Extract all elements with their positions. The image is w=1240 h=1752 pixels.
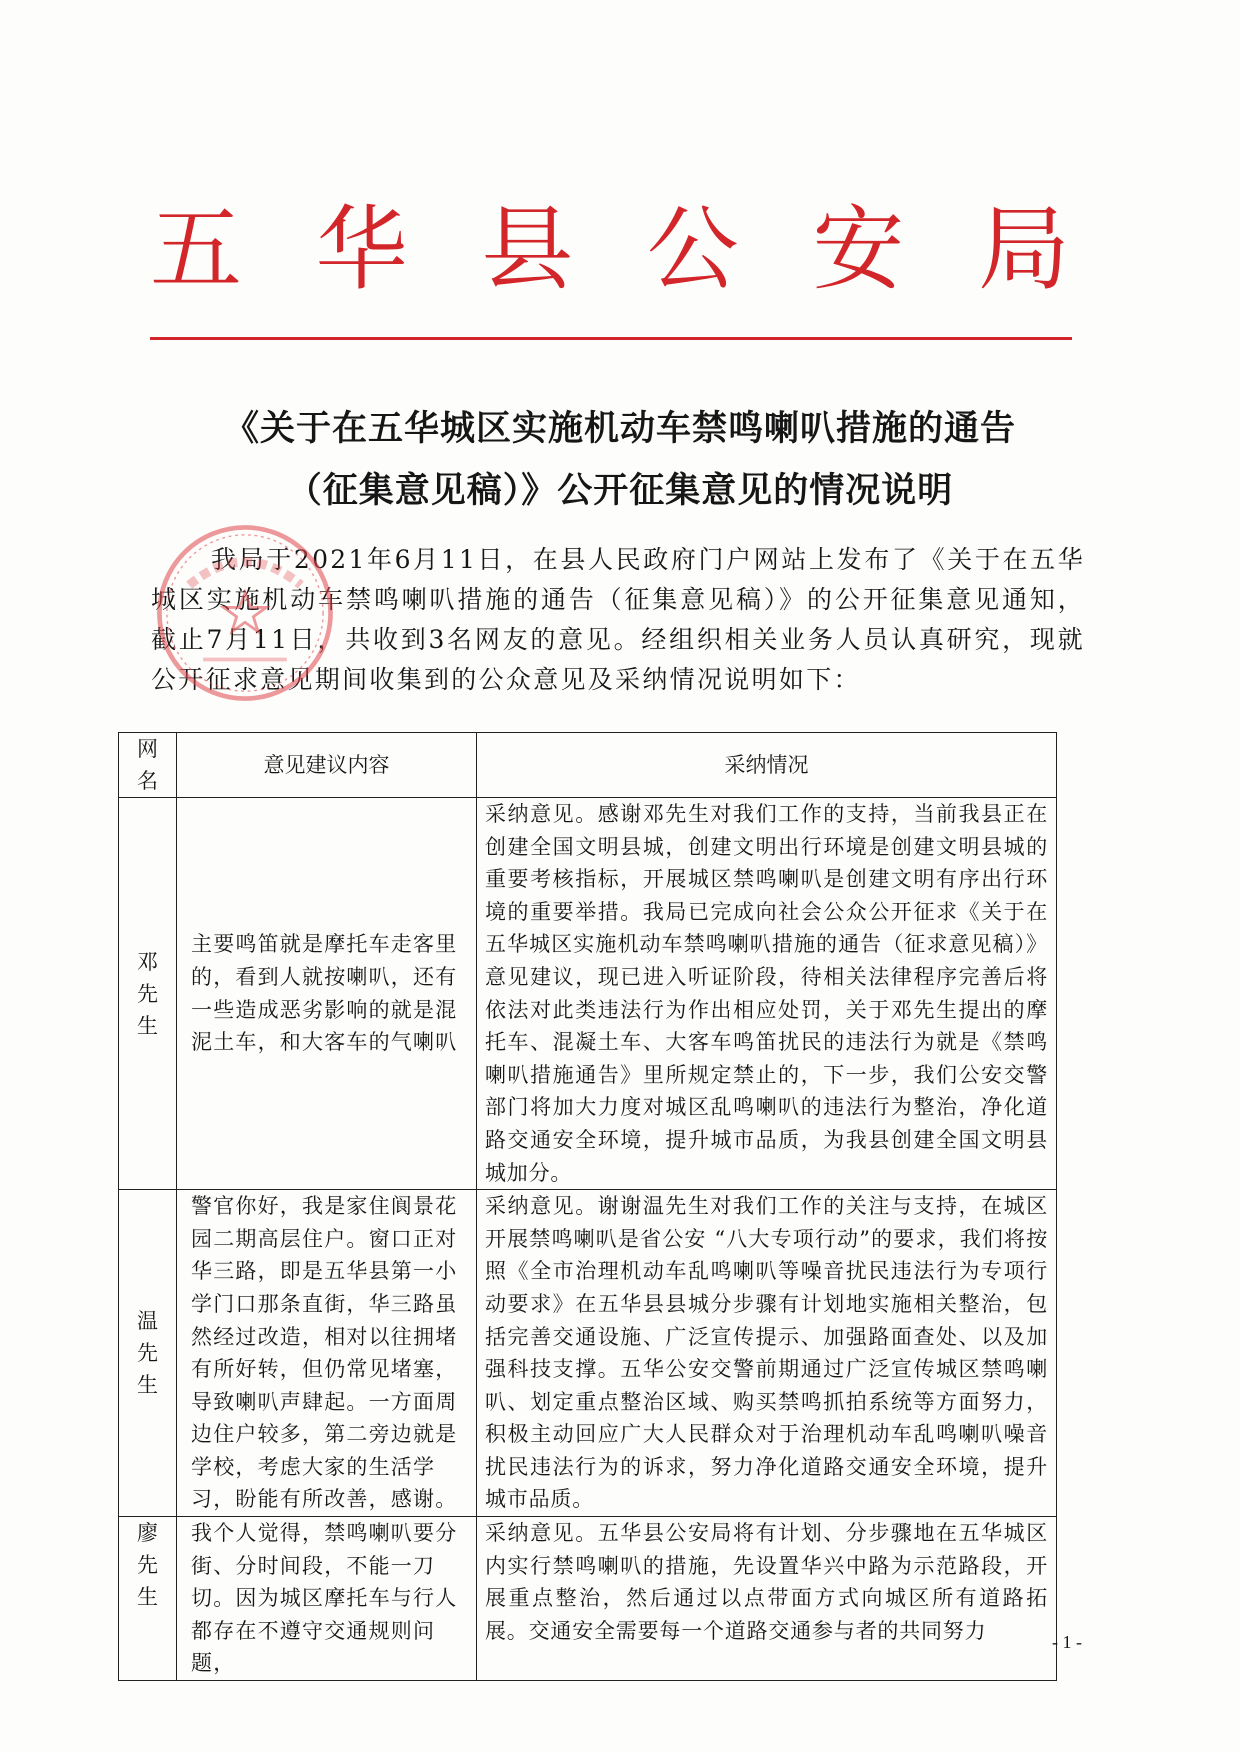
table-row	[119, 1517, 1057, 1681]
table-header-row	[119, 733, 1057, 798]
intro-paragraph: 我局于2021年6月11日，在县人民政府门户网站上发布了《关于在五华城区实施机动车禁鸣喇叭措施的通告（征集意见稿）》的公开征集意见通知，截止7月11日，共收到3名网友的意见。经组织相关业务人员认真研究，现就公开征求意见期间收集到的公众意见及采纳情况说明如下：	[151, 545, 1085, 694]
masthead-char: 县	[481, 196, 574, 303]
row-name-cell: 温先生	[119, 1190, 177, 1517]
table-row	[119, 798, 1057, 1190]
row-name-cell: 廖先生	[119, 1517, 177, 1681]
masthead-char: 安	[812, 196, 905, 303]
page-number: - 1 -	[1052, 1632, 1082, 1652]
masthead-char: 公	[646, 196, 739, 303]
masthead-char: 华	[315, 196, 408, 303]
row-adoption-cell: 采纳意见。五华县公安局将有计划、分步骤地在五华城区内实行禁鸣喇叭的措施，先设置华兴中路为示范路段，开展重点整治，然后通过以点带面方式向城区所有道路拓展。交通安全需要每一个道路交通参与者的共同努力	[477, 1517, 1057, 1681]
masthead-char: 局	[977, 196, 1070, 303]
row-content-cell: 我个人觉得，禁鸣喇叭要分街、分时间段，不能一刀切。因为城区摩托车与行人都存在不遵守交通规则问题，	[177, 1517, 477, 1681]
row-adoption-cell: 采纳意见。感谢邓先生对我们工作的支持，当前我县正在创建全国文明县城，创建文明出行环境是创建文明县城的重要考核指标，开展城区禁鸣喇叭是创建文明有序出行环境的重要举措。我局已完成向社会公众公开征求《关于在五华城区实施机动车禁鸣喇叭措施的通告（征求意见稿）》意见建议，现已进入听证阶段，待相关法律程序完善后将依法对此类违法行为作出相应处罚，关于邓先生提出的摩托车、混凝土车、大客车鸣笛扰民的违法行为就是《禁鸣喇叭措施通告》里所规定禁止的，下一步，我们公安交警部门将加大力度对城区乱鸣喇叭的违法行为整治，净化道路交通安全环境，提升城市品质，为我县创建全国文明县城加分。	[477, 798, 1057, 1190]
header-adoption: 采纳情况	[477, 733, 1057, 798]
opinions-table	[118, 732, 1057, 1681]
masthead-red-rule	[150, 337, 1072, 340]
row-name-cell: 邓先生	[119, 798, 177, 1190]
header-content: 意见建议内容	[177, 733, 477, 798]
table-row	[119, 1190, 1057, 1517]
masthead-char: 五	[150, 196, 243, 303]
document-title	[130, 398, 1110, 522]
row-adoption-cell: 采纳意见。谢谢温先生对我们工作的关注与支持，在城区开展禁鸣喇叭是省公安 “八大专项行动”的要求，我们将按照《全市治理机动车乱鸣喇叭等噪音扰民违法行为专项行动要求》在五华县县城分步骤有计划地实施相关整治，包括完善交通设施、广泛宣传提示、加强路面查处、以及加强科技支撑。五华公安交警前期通过广泛宣传城区禁鸣喇叭、划定重点整治区域、购买禁鸣抓拍系统等方面努力，积极主动回应广大人民群众对于治理机动车乱鸣喇叭噪音扰民违法行为的诉求，努力净化道路交通安全环境，提升城市品质。	[477, 1190, 1057, 1517]
row-content-cell: 警官你好，我是家住阆景花园二期高层住户。窗口正对华三路，即是五华县第一小学门口那条直街，华三路虽然经过改造，相对以往拥堵有所好转，但仍常见堵塞，导致喇叭声肆起。一方面周边住户较多，第二旁边就是学校，考虑大家的生活学习，盼能有所改善，感谢。	[177, 1190, 477, 1517]
masthead-org-name	[150, 196, 1070, 303]
title-line-2: （征集意见稿）》公开征集意见的情况说明	[286, 471, 954, 511]
title-line-1: 《关于在五华城区实施机动车禁鸣喇叭措施的通告	[223, 409, 1016, 449]
header-name: 网名	[119, 733, 177, 798]
row-content-cell: 主要鸣笛就是摩托车走客里的，看到人就按喇叭，还有一些造成恶劣影响的就是混泥土车，和大客车的气喇叭	[177, 798, 477, 1190]
